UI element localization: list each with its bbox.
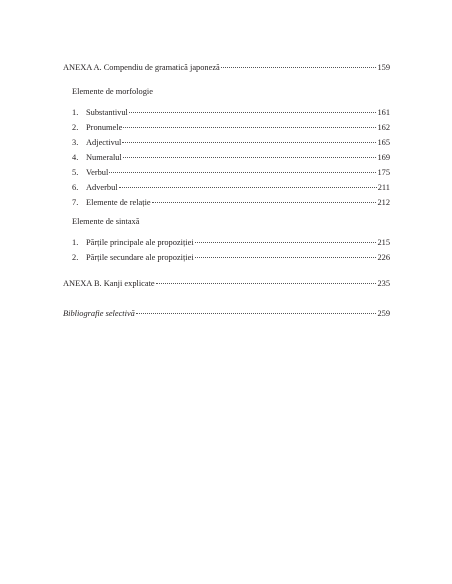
toc-entry: [72, 252, 390, 263]
toc-entry-label: Părțile secundare ale propoziției: [86, 253, 194, 262]
toc-entry-page: 235: [377, 279, 390, 288]
dot-leader: [123, 127, 376, 128]
toc-entry-label: ANEXA B. Kanji explicate: [63, 279, 155, 288]
toc-entry-label: Verbul: [86, 168, 109, 177]
toc-entry-page: 175: [377, 168, 390, 177]
toc-entry: [72, 107, 390, 118]
toc-entry: [72, 182, 390, 193]
dot-leader: [122, 142, 376, 143]
toc-entry-page: 161: [377, 108, 390, 117]
toc-entry-page: 159: [377, 63, 390, 72]
toc-entry-number: 5.: [72, 168, 79, 177]
toc-entry: [72, 167, 390, 178]
toc-entry-label: Substantivul: [86, 108, 128, 117]
toc-entry-bibliography: [63, 308, 390, 319]
toc-entry: [72, 197, 390, 208]
toc-entry-number: 6.: [72, 183, 79, 192]
toc-entry-page: 169: [377, 153, 390, 162]
toc-entry-number: 4.: [72, 153, 79, 162]
dot-leader: [109, 172, 376, 173]
toc-entry-number: 7.: [72, 198, 79, 207]
toc-entry: [72, 237, 390, 248]
toc-entry-number: 3.: [72, 138, 79, 147]
toc-entry-page: 162: [377, 123, 390, 132]
dot-leader: [221, 67, 377, 68]
toc-entry: [72, 137, 390, 148]
section-heading-morphology: Elemente de morfologie: [72, 87, 153, 96]
toc-entry: [72, 152, 390, 163]
toc-entry-label: Adjectivul: [86, 138, 122, 147]
dot-leader: [136, 313, 377, 314]
toc-entry-page: 215: [377, 238, 390, 247]
dot-leader: [195, 242, 377, 243]
dot-leader: [156, 283, 377, 284]
dot-leader: [152, 202, 377, 203]
toc-entry-page: 211: [377, 183, 390, 192]
toc-entry-page: 165: [377, 138, 390, 147]
toc-entry-label: Bibliografie selectivă: [63, 309, 135, 318]
section-heading-syntax: Elemente de sintaxă: [72, 217, 140, 226]
toc-entry: [72, 122, 390, 133]
toc-entry-label: Adverbul: [86, 183, 118, 192]
toc-entry-label: ANEXA A. Compendiu de gramatică japoneză: [63, 63, 220, 72]
toc-entry-label: Părțile principale ale propoziției: [86, 238, 194, 247]
toc-entry-page: 212: [377, 198, 390, 207]
toc-entry-number: 1.: [72, 238, 79, 247]
toc-entry-number: 2.: [72, 253, 79, 262]
toc-entry-label: Pronumele: [86, 123, 123, 132]
dot-leader: [119, 187, 377, 188]
toc-entry-page: 259: [377, 309, 390, 318]
toc-entry-annex-a: [63, 62, 390, 73]
dot-leader: [129, 112, 377, 113]
toc-entry-number: 1.: [72, 108, 79, 117]
toc-entry-number: 2.: [72, 123, 79, 132]
toc-entry-page: 226: [377, 253, 390, 262]
dot-leader: [123, 157, 377, 158]
dot-leader: [195, 257, 377, 258]
toc-entry-label: Elemente de relație: [86, 198, 151, 207]
toc-entry-label: Numeralul: [86, 153, 122, 162]
toc-entry-annex-b: [63, 278, 390, 289]
